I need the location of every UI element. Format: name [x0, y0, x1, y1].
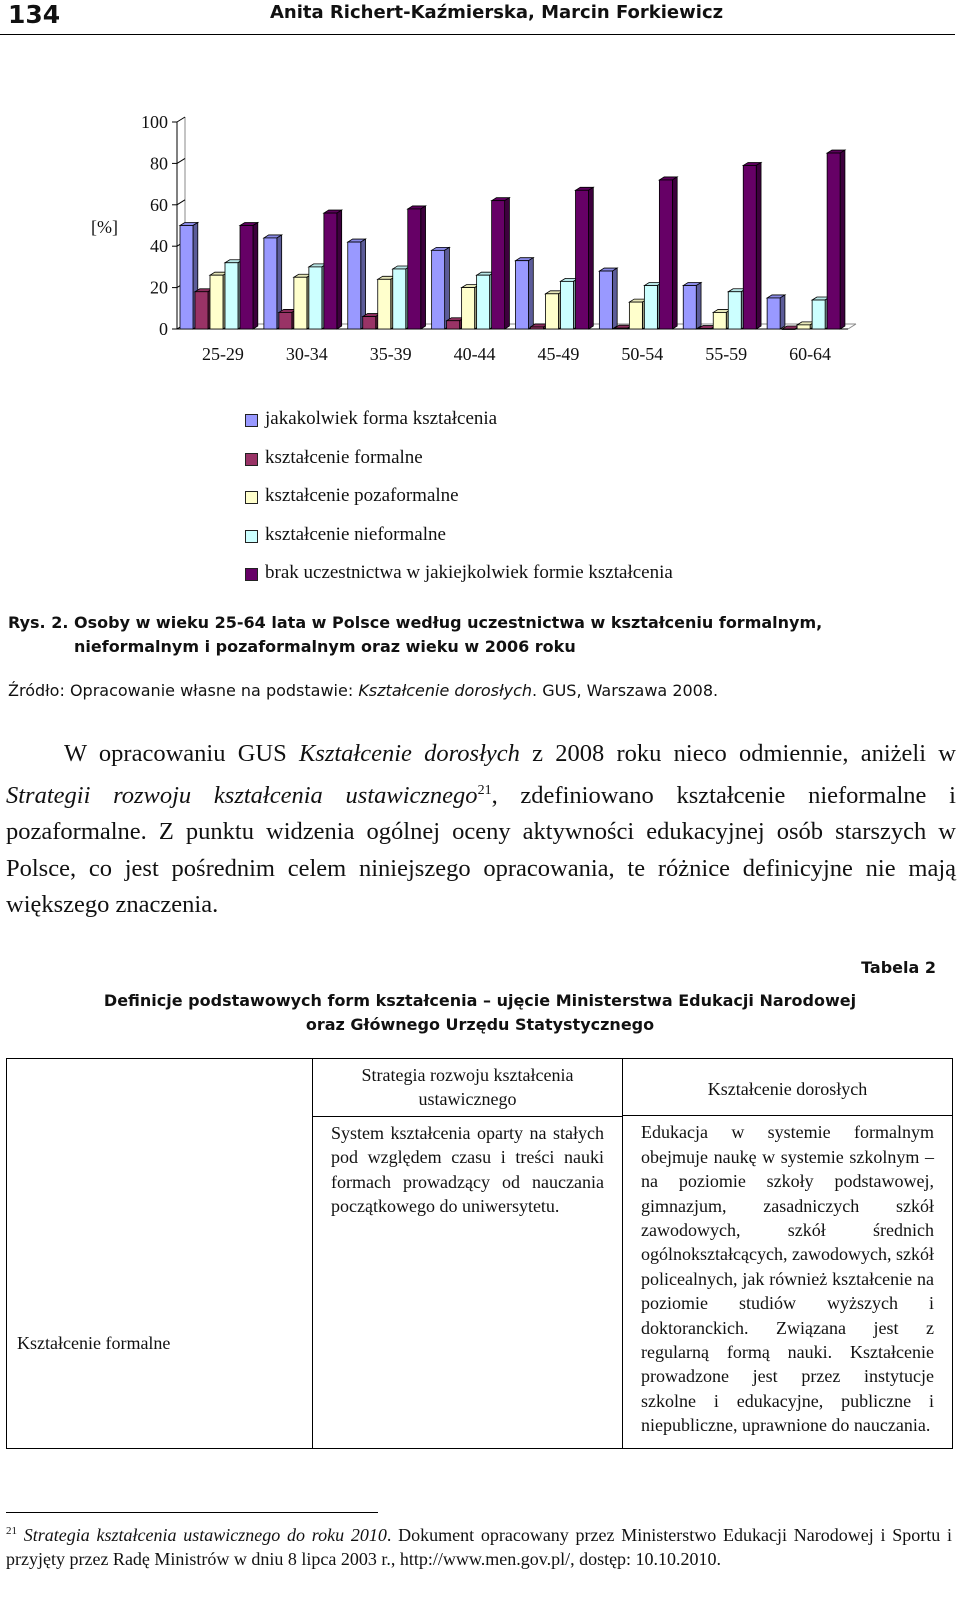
footnote-number: 21 — [6, 1525, 17, 1537]
bar-face — [279, 312, 292, 329]
y-tick-label: 80 — [150, 153, 168, 174]
table-row — [7, 1059, 953, 1449]
x-tick-label: 30-34 — [285, 344, 328, 364]
bar-face — [696, 283, 701, 329]
bar-face — [421, 206, 426, 329]
bar-face — [195, 292, 208, 329]
bar-face — [644, 286, 657, 329]
bar-face — [516, 261, 529, 329]
bar-face — [309, 267, 322, 329]
legend-swatch — [245, 414, 258, 427]
page-header — [0, 0, 955, 35]
bar-face — [477, 275, 490, 329]
table-label: Tabela 2 — [861, 958, 936, 977]
bar-face — [210, 275, 223, 329]
bar-face — [780, 295, 785, 329]
bar-face — [445, 247, 450, 329]
legend-label: kształcenie formalne — [265, 446, 423, 468]
bar — [516, 258, 534, 329]
bar — [492, 198, 510, 329]
bar-face — [363, 317, 376, 329]
bar-face — [659, 180, 672, 329]
bar — [576, 187, 594, 329]
bar-face — [840, 150, 845, 329]
bar-face — [728, 292, 741, 329]
bar-face — [629, 302, 642, 329]
legend-swatch — [245, 453, 258, 466]
body-italic-title: Kształcenie dorosłych — [298, 740, 520, 767]
legend-label: brak uczestnictwa w jakiejkolwiek formie kształcenia — [265, 562, 673, 583]
y-tick-label: 0 — [159, 319, 168, 339]
row-label: Kształcenie formalne — [17, 1333, 171, 1354]
bar-face — [447, 321, 460, 329]
bar-face — [713, 312, 726, 329]
bar — [659, 177, 677, 329]
body-text-part: W opracowaniu GUS — [64, 740, 299, 767]
bar-face — [698, 329, 711, 330]
definitions-table — [6, 1058, 953, 1449]
y-tick-depth — [177, 200, 185, 205]
y-tick-depth — [177, 117, 185, 122]
bar-face — [683, 286, 696, 329]
source-prefix: Źródło: Opracowanie własne na podstawie: — [8, 681, 359, 700]
bar — [324, 210, 342, 329]
bar — [240, 223, 258, 330]
bar-face — [180, 226, 193, 330]
bar-chart — [0, 100, 960, 370]
figure-source — [8, 680, 718, 702]
figure-caption-line1: Osoby w wieku 25-64 lata w Polsce według uczestnictwa w kształceniu formalnym, — [74, 613, 823, 632]
bar-face — [546, 294, 559, 329]
bar-face — [432, 250, 445, 329]
legend-swatch — [245, 530, 258, 543]
bar-face — [782, 329, 795, 330]
y-tick-label: 60 — [150, 194, 168, 215]
bar-face — [827, 153, 840, 329]
table-title-line1: Definicje podstawowych form kształcenia – ujęcie Ministerstwa Edukacji Narodowej — [103, 991, 857, 1010]
x-tick-label: 35-39 — [369, 344, 412, 364]
bar-face — [378, 279, 391, 329]
bar-face — [743, 165, 756, 329]
bar-face — [348, 242, 361, 329]
table-cell-adult-education — [623, 1059, 953, 1449]
bar-face — [253, 223, 258, 330]
bar-face — [767, 298, 780, 329]
source-title: Kształcenie dorosłych — [358, 681, 533, 700]
bar-face — [612, 268, 617, 329]
cell-text: System kształcenia oparty na stałych pod względem czasu i treści nauki formach prowadzący od nauczania początkowego do uniwersytetu. — [331, 1122, 604, 1217]
legend-label: kształcenie pozaformalne — [265, 485, 459, 506]
x-tick-label: 40-44 — [453, 344, 496, 364]
bar-face — [240, 226, 253, 330]
bar-face — [505, 198, 510, 329]
bar-face — [529, 258, 534, 329]
table-cell-strategy — [313, 1059, 623, 1449]
body-text-part: z 2008 roku nieco odmiennie, aniżeli w — [519, 740, 956, 767]
legend-label: kształcenie nieformalne — [265, 523, 446, 545]
bar — [827, 150, 845, 329]
figure-label: Rys. 2. — [8, 613, 69, 632]
column-header-adult-education: Kształcenie dorosłych — [623, 1059, 952, 1116]
bar-face — [756, 162, 761, 329]
figure-caption — [8, 611, 938, 659]
bar-face — [797, 325, 810, 329]
body-text — [6, 736, 956, 924]
x-tick-label: 45-49 — [537, 344, 580, 364]
table-title — [70, 989, 890, 1037]
bar — [683, 283, 701, 329]
bar-face — [599, 271, 612, 329]
y-tick-label: 100 — [141, 112, 168, 132]
body-text-part: , zdefiniowano kształcenie nieformalne i pozaformalne. Z punktu widzenia ogólnej oceny aktywności edukacyjnej osób starszych w Polsce, co jest pośrednim celem niniejszego opracowania, te różnice definicyjne nie mają większego znaczenia. — [6, 781, 956, 919]
bar-face — [812, 300, 825, 329]
bar — [408, 206, 426, 329]
source-suffix: . GUS, Warszawa 2008. — [532, 681, 719, 700]
bar-face — [462, 288, 475, 329]
legend-label: jakakolwiek forma kształcenia — [265, 408, 498, 429]
x-tick-label: 50-54 — [621, 344, 664, 364]
bar-face — [408, 209, 421, 329]
footnote-text: . Dokument opracowany przez Ministerstwo Edukacji Narodowej i Sportu i przyjęty przez Radę Ministrów w dniu 8 lipca 2003 r., http://www.men.gov.pl/, dostęp: 10.10.2010. — [6, 1525, 953, 1569]
y-tick-depth — [177, 158, 185, 163]
body-italic-title: Strategii rozwoju kształcenia ustawicznego — [6, 781, 478, 809]
body-paragraph — [6, 736, 956, 924]
y-tick-label: 20 — [150, 277, 168, 298]
bar-face — [264, 238, 277, 329]
footnote-rule — [6, 1512, 378, 1513]
bar-face — [393, 269, 406, 329]
bar-face — [614, 328, 627, 329]
bar — [743, 162, 761, 329]
x-tick-label: 25-29 — [201, 344, 244, 364]
bar-face — [492, 201, 505, 329]
x-tick-label: 55-59 — [705, 344, 748, 364]
bar — [432, 247, 450, 329]
bar-face — [576, 190, 589, 329]
legend-swatch — [245, 568, 258, 581]
bar-face — [531, 327, 544, 329]
running-head-authors: Anita Richert-Kaźmierska, Marcin Forkiewicz — [270, 2, 724, 23]
bar — [348, 239, 366, 329]
chart-floor-right-edge — [848, 324, 856, 329]
table-title-line2: oraz Głównego Urzędu Statystycznego — [305, 1015, 655, 1034]
bar-face — [561, 281, 574, 329]
legend-swatch — [245, 491, 258, 504]
bar-face — [294, 277, 307, 329]
bar-face — [589, 187, 594, 329]
footnote-reference: 21 — [477, 782, 492, 798]
x-tick-label: 60-64 — [789, 344, 832, 364]
bar-face — [337, 210, 342, 329]
y-tick-label: 40 — [150, 236, 168, 257]
page-number: 134 — [8, 0, 61, 29]
figure-caption-line2: nieformalnym i pozaformalnym oraz wieku w 2006 roku — [74, 637, 576, 656]
footnote — [6, 1519, 952, 1571]
footnote-title: Strategia kształcenia ustawicznego do roku 2010 — [23, 1525, 387, 1545]
bar — [767, 295, 785, 329]
bar-face — [672, 177, 677, 329]
cell-text: Edukacja w systemie formalnym obejmuje naukę w systemie szkolnym – na poziomie szkoły podstawowej, gimnazjum, zasadniczych szkół zawodowych, szkół średnich ogólnokształcących, zawodowych, szkół policealnych, jak również kształcenie na poziomie studiów wyższych i doktoranckich. Związana jest z regularną formą nauki. Kształcenie prowadzone jest przez instytucje szkolne i edukacyjne, publiczne i niepubliczne, uprawnione do nauczania. — [641, 1122, 934, 1436]
bar-face — [324, 213, 337, 329]
column-header-strategy: Strategia rozwoju kształcenia ustawicznego — [313, 1059, 622, 1117]
bar-face — [225, 263, 238, 329]
y-axis-label: [%] — [91, 217, 118, 237]
table-row-header — [7, 1059, 313, 1449]
bar — [599, 268, 617, 329]
